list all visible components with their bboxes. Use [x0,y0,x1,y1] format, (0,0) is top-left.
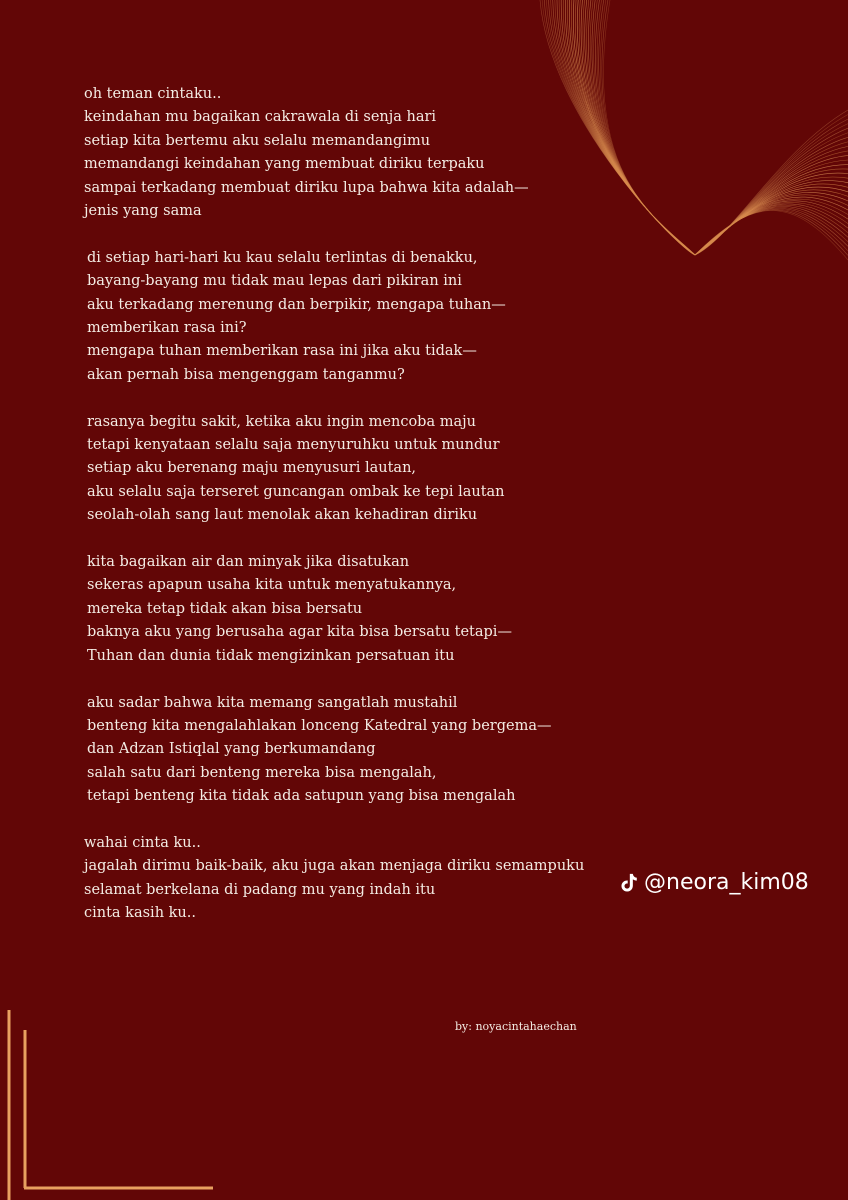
poem-stanza [84,247,624,387]
poem-line: salah satu dari benteng mereka bisa mengalah, [87,764,437,781]
poem-line: wahai cinta ku.. [84,834,201,851]
poem-line: bayang-bayang mu tidak mau lepas dari pikiran ini [87,273,462,290]
poem-body [84,83,624,949]
poem-line: rasanya begitu sakit, ketika aku ingin mencoba maju [87,413,476,430]
poem-line: dan Adzan Istiqlal yang berkumandang [87,741,376,758]
byline: by: noyacintahaechan [455,1020,577,1033]
poem-line: selamat berkelana di padang mu yang indah itu [84,881,436,898]
poem-line: mereka tetap tidak akan bisa bersatu [87,600,363,617]
poem-line: cinta kasih ku.. [84,905,196,922]
wave-line [585,0,848,255]
poem-line: Tuhan dan dunia tidak mengizinkan persatuan itu [87,647,455,664]
wave-line [597,0,848,255]
poem-line: jenis yang sama [84,203,202,220]
poem-line: memandangi keindahan yang membuat diriku terpaku [84,156,485,173]
poem-line: jagalah dirimu baik-baik, aku juga akan menjaga diriku semampuku [84,858,585,875]
tiktok-handle: @neora_kim08 [644,870,809,895]
poem-line: tetapi benteng kita tidak ada satupun yang bisa mengalah [87,788,516,805]
wave-line [600,0,848,255]
poem-line: mengapa tuhan memberikan rasa ini jika aku tidak— [87,343,477,360]
wave-line [599,0,848,255]
poem-line: benteng kita mengalahlakan lonceng Katedral yang bergema— [87,717,552,734]
wave-line [602,0,848,255]
poem-line: aku terkadang merenung dan berpikir, mengapa tuhan— [87,296,506,313]
poem-stanza [84,832,624,926]
poem-stanza [84,692,624,809]
poem-line: sampai terkadang membuat diriku lupa bahwa kita adalah— [84,179,529,196]
poem-stanza [84,83,624,223]
tiktok-icon [618,871,640,895]
poem-line: setiap aku berenang maju menyusuri lautan, [87,460,417,477]
poem-line: setiap kita bertemu aku selalu memandangimu [84,132,431,149]
poem-line: aku sadar bahwa kita memang sangatlah mustahil [87,694,458,711]
poem-line: baknya aku yang berusaha agar kita bisa bersatu tetapi— [87,624,512,641]
poem-line: memberikan rasa ini? [87,320,247,337]
tiktok-watermark [618,870,809,895]
poem-line: kita bagaikan air dan minyak jika disatukan [87,554,410,571]
poem-line: di setiap hari-hari ku kau selalu terlintas di benakku, [87,249,478,266]
poem-line: seolah-olah sang laut menolak akan kehadiran diriku [87,507,478,524]
wave-line [603,0,848,260]
poem-line: akan pernah bisa mengenggam tanganmu? [87,366,405,383]
poem-stanza [84,411,624,528]
poem-line: oh teman cintaku.. [84,86,222,102]
poem-line: keindahan mu bagaikan cakrawala di senja hari [84,109,437,126]
poem-line: aku selalu saja terseret guncangan ombak ke tepi lautan [87,483,505,500]
poem-stanza [84,551,624,668]
decorative-corner-frame [0,1010,215,1200]
poem-line: sekeras apapun usaha kita untuk menyatukannya, [87,577,457,594]
poem-line: tetapi kenyataan selalu saja menyuruhku untuk mundur [87,437,500,454]
